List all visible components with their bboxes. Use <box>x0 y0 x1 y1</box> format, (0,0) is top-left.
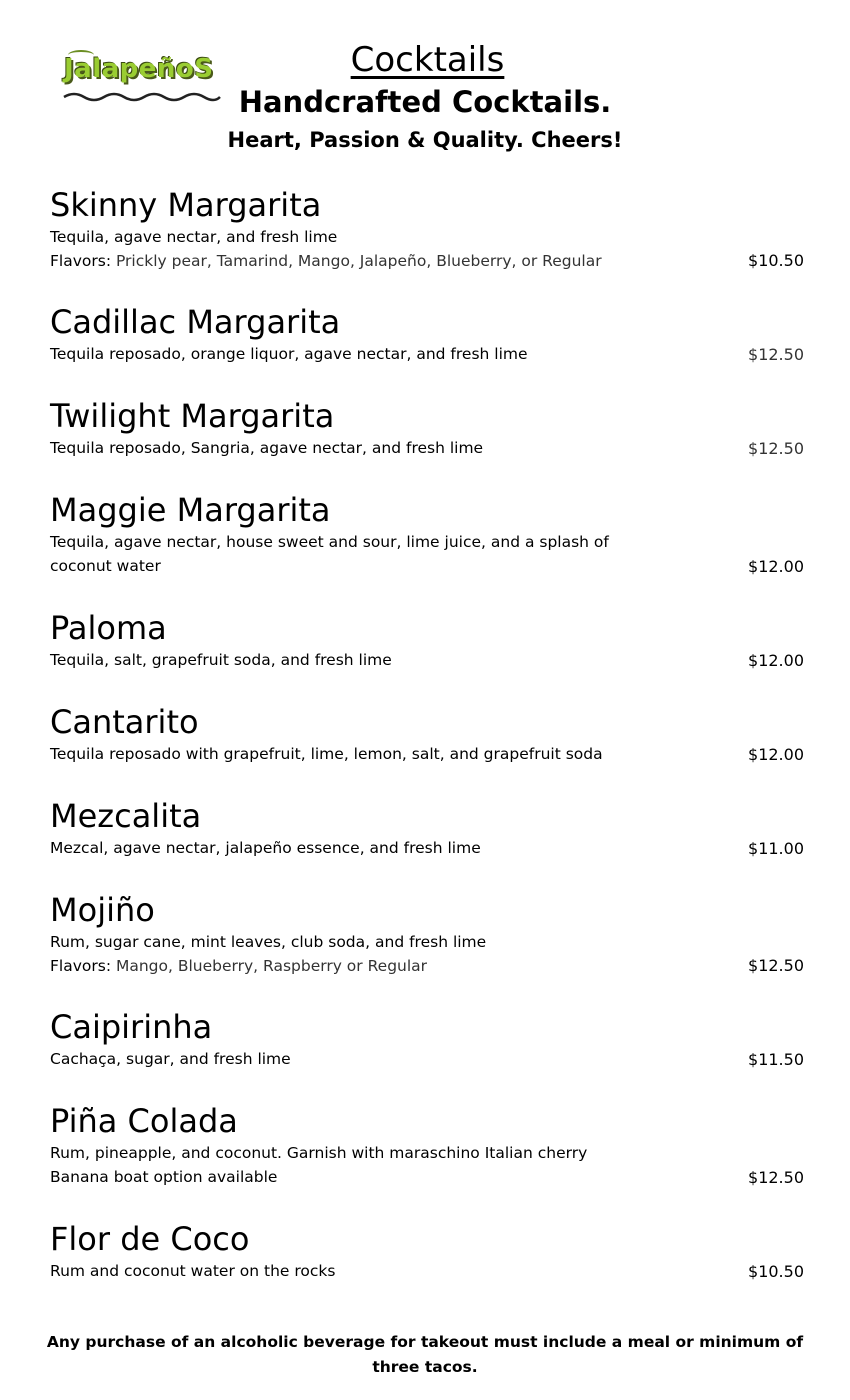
menu-item <box>50 1006 804 1100</box>
item-name: Skinny Margarita <box>50 186 322 224</box>
item-description: Mezcal, agave nectar, jalapeño essence, and fresh lime <box>50 839 481 857</box>
item-description: Tequila, agave nectar, and fresh lime <box>50 228 338 246</box>
menu-item <box>50 795 804 889</box>
item-description: Rum and coconut water on the rocks <box>50 1262 336 1280</box>
menu-item <box>50 184 804 301</box>
item-price: $12.00 <box>748 556 804 576</box>
menu-header <box>0 38 850 158</box>
item-name: Flor de Coco <box>50 1220 250 1258</box>
item-name: Caipirinha <box>50 1008 213 1046</box>
item-price: $11.50 <box>748 1049 804 1069</box>
item-description: Tequila reposado, orange liquor, agave nectar, and fresh lime <box>50 345 528 363</box>
logo-text: JalapeñoS <box>64 54 214 84</box>
item-note: Banana boat option available <box>50 1167 278 1186</box>
item-description: Cachaça, sugar, and fresh lime <box>50 1050 291 1068</box>
item-description: Rum, pineapple, and coconut. Garnish with maraschino Italian cherry <box>50 1144 588 1162</box>
item-name: Cadillac Margarita <box>50 303 341 341</box>
flavors-values: Mango, Blueberry, Raspberry or Regular <box>111 956 428 975</box>
item-flavors <box>50 955 650 979</box>
item-price: $12.50 <box>748 438 804 458</box>
item-price: $12.50 <box>748 955 804 975</box>
page-tagline: Heart, Passion & Quality. Cheers! <box>227 128 623 152</box>
menu-item <box>50 1100 804 1218</box>
item-flavors <box>50 250 650 274</box>
item-price: $12.50 <box>748 1167 804 1187</box>
menu-item <box>50 395 804 489</box>
item-name: Twilight Margarita <box>50 397 335 435</box>
item-description: Tequila reposado with grapefruit, lime, lemon, salt, and grapefruit soda <box>50 745 603 763</box>
menu-item <box>50 607 804 701</box>
page-title: Cocktails <box>350 40 505 80</box>
menu-item <box>50 889 804 1006</box>
item-price: $10.50 <box>748 250 804 270</box>
item-name: Paloma <box>50 609 167 647</box>
item-description: Tequila, agave nectar, house sweet and sour, lime juice, and a splash of coconut water <box>50 533 609 575</box>
item-price: $12.50 <box>748 344 804 364</box>
item-description: Tequila, salt, grapefruit soda, and fresh lime <box>50 651 392 669</box>
item-name: Cantarito <box>50 703 199 741</box>
menu-item <box>50 701 804 795</box>
menu-item <box>50 301 804 395</box>
page-subtitle: Handcrafted Cocktails. <box>238 85 612 119</box>
item-price: $11.00 <box>748 838 804 858</box>
cocktail-list <box>50 184 804 1312</box>
item-description: Rum, sugar cane, mint leaves, club soda, and fresh lime <box>50 933 487 951</box>
item-price: $12.00 <box>748 744 804 764</box>
menu-item <box>50 489 804 607</box>
item-name: Maggie Margarita <box>50 491 331 529</box>
flavors-label: Flavors: <box>50 251 112 270</box>
item-price: $12.00 <box>748 650 804 670</box>
item-description: Tequila reposado, Sangria, agave nectar, and fresh lime <box>50 439 484 457</box>
takeout-notice: Any purchase of an alcoholic beverage for takeout must include a meal or minimum of three tacos. <box>46 1333 804 1376</box>
item-price: $10.50 <box>748 1261 804 1281</box>
flavors-values: Prickly pear, Tamarind, Mango, Jalapeño, Blueberry, or Regular <box>111 251 602 270</box>
item-name: Mojiño <box>50 891 155 929</box>
flavors-label: Flavors: <box>50 956 112 975</box>
item-name: Piña Colada <box>50 1102 238 1140</box>
menu-item <box>50 1218 804 1312</box>
item-name: Mezcalita <box>50 797 202 835</box>
